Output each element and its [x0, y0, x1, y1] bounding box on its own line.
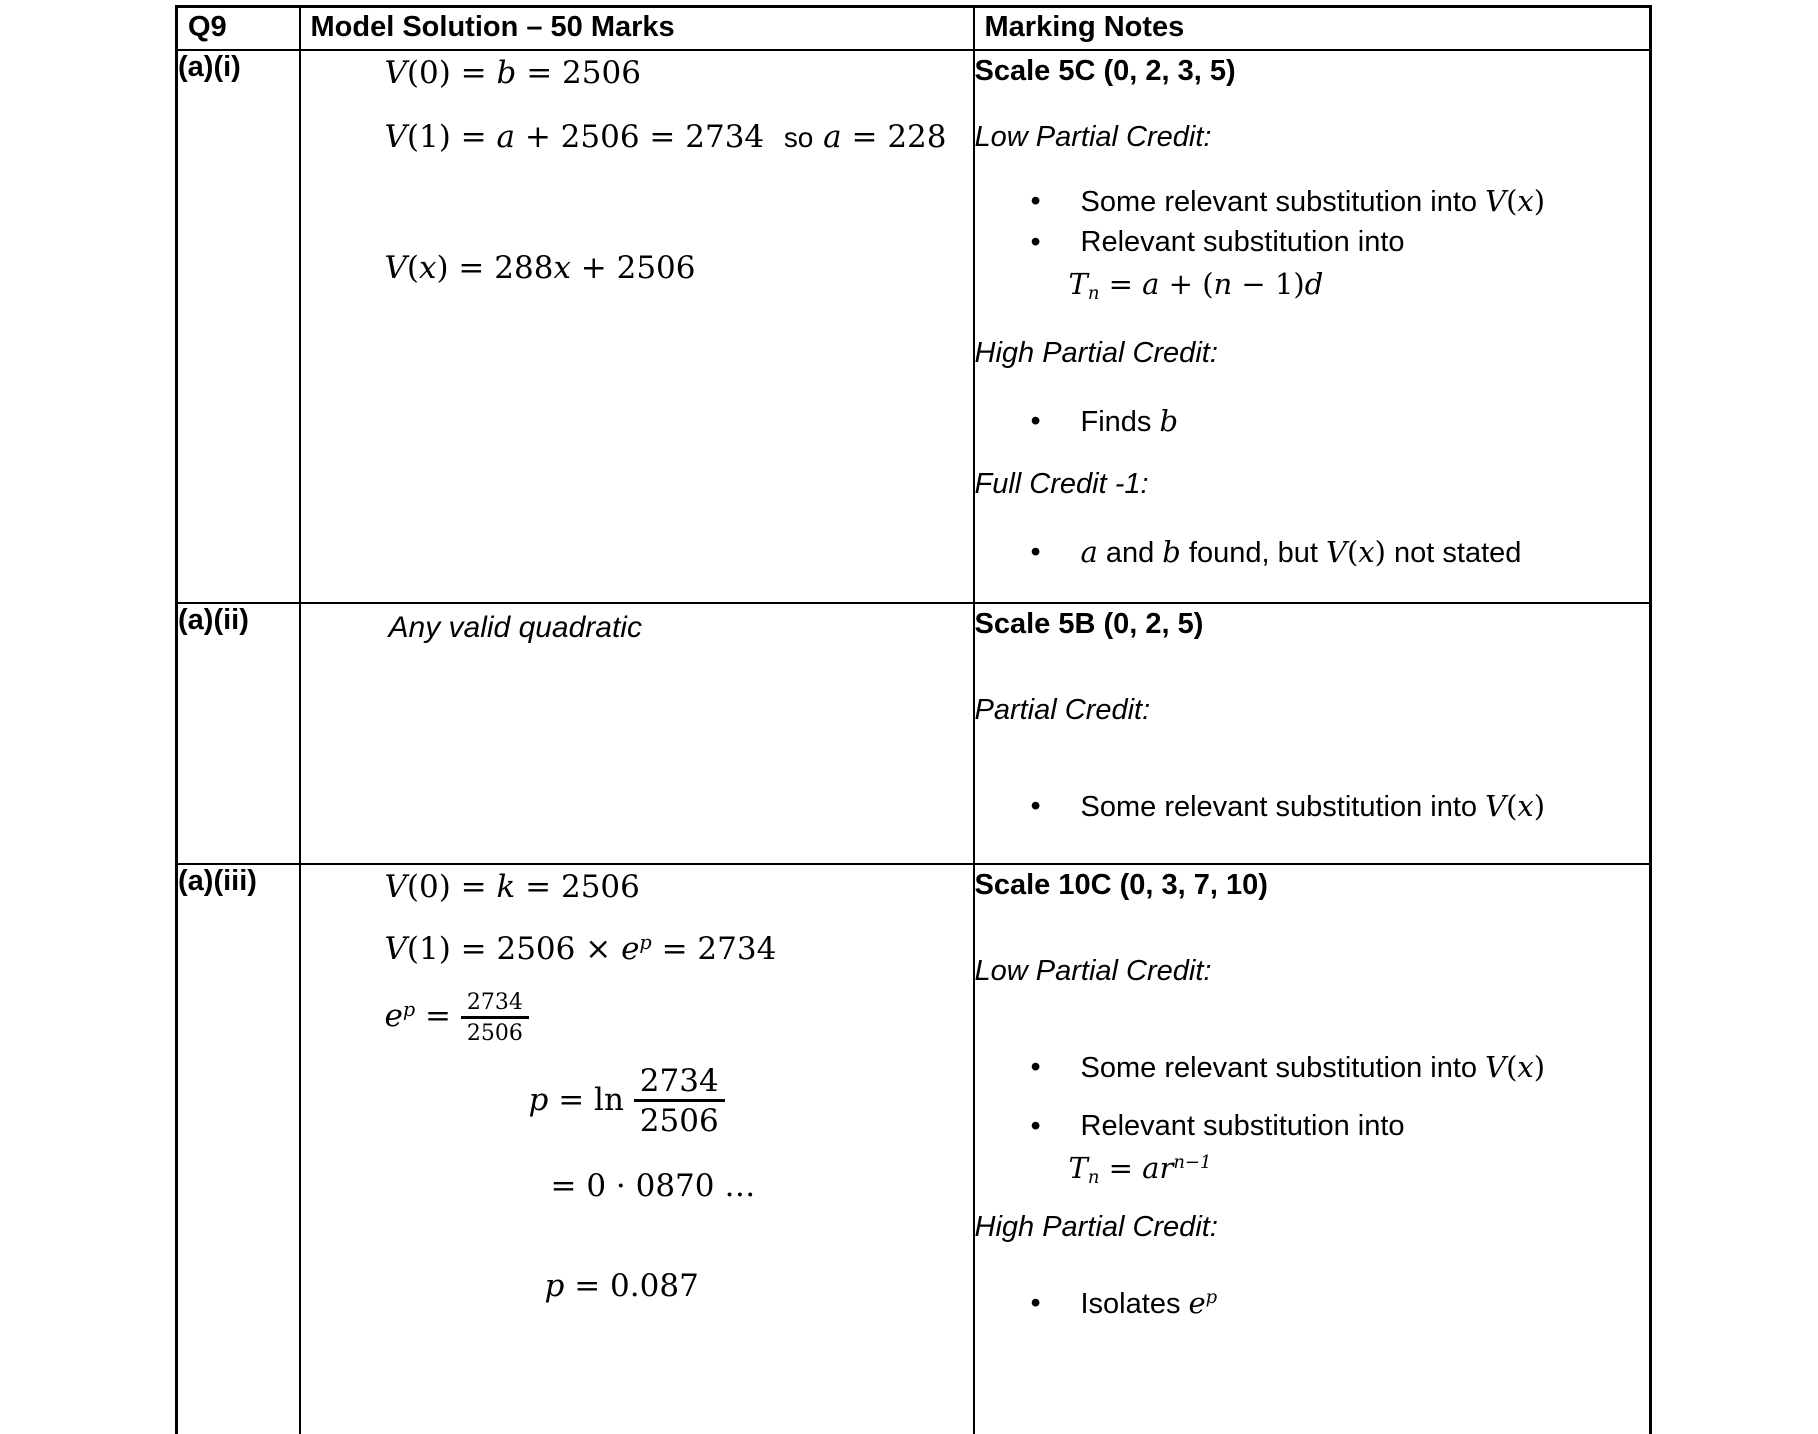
bullet-item [975, 1283, 1650, 1328]
bullet-item [975, 401, 1650, 442]
fraction-denominator: 2506 [639, 1103, 719, 1140]
bullet-icon: • [1030, 404, 1041, 437]
scale-heading: Scale 5C (0, 2, 3, 5) [974, 54, 1236, 87]
equation-v0: V(0) = b = 2506 [384, 54, 641, 91]
bullet-item [975, 222, 1650, 311]
solution-cell-a-ii [300, 603, 974, 864]
equation-p-ln-lhs: p = ln [528, 1081, 634, 1118]
row-a-ii [177, 603, 1651, 864]
notes-cell-a-ii [974, 603, 1651, 864]
bullet-item [975, 786, 1650, 827]
solution-cell-a-iii [300, 864, 974, 1434]
equation-p-ln [528, 1062, 973, 1140]
equation-p-value: p = 0.087 [544, 1267, 699, 1304]
credit-label-partial: Partial Credit: [974, 693, 1151, 726]
equation-vx: V(x) = 288x + 2506 [384, 249, 696, 286]
equation-ep [385, 991, 973, 1045]
fraction-numerator: 2734 [461, 991, 529, 1019]
bullet-text: Some relevant substitution into V(x) [1080, 183, 1546, 218]
bullet-text: Some relevant substitution into V(x) [1080, 1049, 1546, 1084]
question-label-a-iii: (a)(iii) [177, 864, 300, 1434]
bullet-text-line: Relevant substitution into [1080, 225, 1405, 258]
bullet-icon: • [1030, 789, 1041, 822]
notes-cell-a-i [974, 50, 1651, 603]
equation-ep-lhs: $e^p$ = [384, 998, 461, 1035]
equation-v1-exp: $V(1) = 2506 \times e^p = 2734$ [384, 930, 777, 967]
scale-heading: Scale 5B (0, 2, 5) [974, 607, 1204, 640]
fraction-denominator: 2506 [466, 1020, 523, 1046]
bullet-item [975, 181, 1650, 222]
scale-heading: Scale 10C (0, 3, 7, 10) [974, 868, 1268, 901]
formula-arithmetic-term: Tn = a + (n − 1)d [1068, 266, 1324, 304]
solution-statement: Any valid quadratic [388, 610, 642, 644]
row-a-iii [177, 864, 1651, 1434]
question-label-a-ii: (a)(ii) [177, 603, 300, 864]
credit-label-low-partial: Low Partial Credit: [974, 120, 1212, 153]
bullet-text [1068, 1106, 1405, 1195]
row-a-i [177, 50, 1651, 603]
bullet-item [975, 532, 1650, 573]
bullet-icon: • [1030, 225, 1041, 258]
bullet-item [975, 1106, 1650, 1195]
header-model-solution: Model Solution – 50 Marks [300, 7, 974, 50]
credit-label-high-partial: High Partial Credit: [974, 336, 1218, 369]
credit-label-high-partial: High Partial Credit: [974, 1210, 1218, 1243]
fraction [634, 1062, 725, 1140]
fraction [461, 991, 529, 1045]
bullet-icon: • [1030, 1109, 1041, 1142]
marking-scheme-grid [175, 5, 1652, 1434]
credit-label-low-partial: Low Partial Credit: [974, 954, 1212, 987]
equation-decimal-value: = 0 · 0870 … [550, 1167, 756, 1204]
bullet-icon: • [1030, 1050, 1041, 1083]
equation-v0-exp: V(0) = k = 2506 [384, 868, 640, 905]
header-question-number: Q9 [177, 7, 300, 50]
credit-label-full-minus-one: Full Credit -1: [974, 467, 1149, 500]
header-marking-notes: Marking Notes [974, 7, 1651, 50]
bullet-icon: • [1030, 184, 1041, 217]
marking-scheme-table [175, 5, 1654, 1434]
solution-cell-a-i [300, 50, 974, 603]
bullet-text: Isolates $e^p$ [1080, 1285, 1218, 1320]
question-label-a-i: (a)(i) [177, 50, 300, 603]
bullet-icon: • [1030, 1286, 1041, 1319]
formula-geometric-term: $Tn = ar^{n-1}$ [1068, 1150, 1212, 1188]
fraction-numerator: 2734 [634, 1065, 725, 1103]
bullet-item [975, 1047, 1650, 1088]
bullet-text: Some relevant substitution into V(x) [1080, 788, 1546, 823]
bullet-text: a and b found, but V(x) not stated [1080, 534, 1522, 569]
bullet-text [1068, 222, 1405, 311]
bullet-text-line: Relevant substitution into [1080, 1109, 1405, 1142]
notes-cell-a-iii [974, 864, 1651, 1434]
equation-v1: V(1) = a + 2506 = 2734 so a = 228 [384, 118, 947, 155]
bullet-icon: • [1030, 535, 1041, 568]
table-header-row [177, 7, 1651, 50]
bullet-text: Finds b [1080, 403, 1179, 438]
